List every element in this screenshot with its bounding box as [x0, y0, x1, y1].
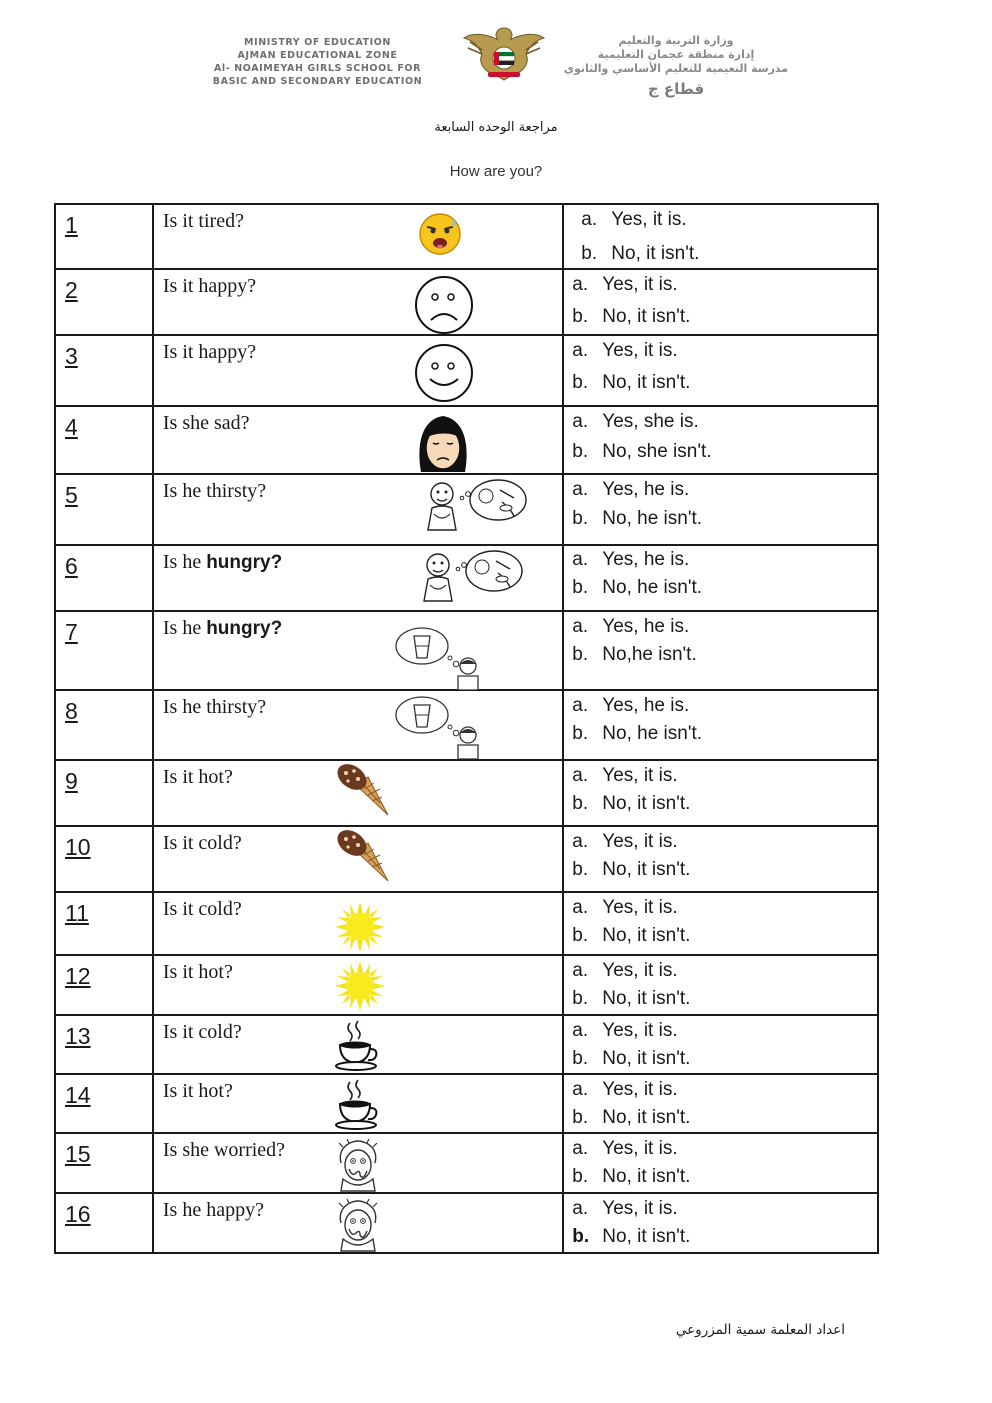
answer-option-a[interactable]: a. Yes, it is. — [572, 1079, 678, 1100]
hot-cup-icon — [334, 1078, 382, 1130]
answer-option-b[interactable]: b. No, it isn't. — [572, 1166, 691, 1187]
header-line: إدارة منطقة عجمان التعليمية — [597, 48, 755, 61]
question-text: Is it happy? — [162, 275, 257, 297]
question-text: Is he hungry? — [162, 617, 283, 639]
quiz-table — [54, 203, 879, 1254]
answer-option-b[interactable]: b. No, he isn't. — [572, 508, 703, 529]
table-row — [55, 892, 878, 955]
answer-option-a[interactable]: a. Yes, he is. — [572, 695, 690, 716]
teacher-signature: اعداد المعلمة سمية المزروعي — [675, 1322, 845, 1338]
answer-option-a[interactable]: a. Yes, he is. — [572, 479, 690, 500]
hungry-boy-icon — [416, 547, 524, 609]
answer-option-a[interactable]: a. Yes, he is. — [572, 549, 690, 570]
question-number: 14 — [65, 1082, 91, 1108]
answer-option-b[interactable]: b. No, it isn't. — [572, 306, 691, 327]
answer-option-a[interactable]: a. Yes, he is. — [572, 616, 690, 637]
table-row — [55, 1074, 878, 1133]
hot-cup-icon — [334, 1019, 382, 1071]
worried-person-icon — [335, 1199, 381, 1253]
table-row — [55, 269, 878, 335]
question-text: Is it happy? — [162, 341, 257, 363]
header-line: Al- NOAIMEYAH GIRLS SCHOOL FOR — [213, 63, 422, 74]
table-row — [55, 611, 878, 690]
question-text: Is he thirsty? — [162, 480, 267, 502]
table-row — [55, 690, 878, 760]
table-row — [55, 204, 878, 269]
question-text: Is it hot? — [162, 766, 233, 788]
sun-icon — [334, 901, 386, 953]
answer-option-a[interactable]: a. Yes, it is. — [572, 831, 678, 852]
header-arabic — [545, 34, 807, 100]
question-number: 10 — [65, 834, 91, 860]
header-line: مدرسة النعيمية للتعليم الأساسي والثانوي — [563, 62, 789, 75]
table-row — [55, 1015, 878, 1074]
question-text: Is he thirsty? — [162, 696, 267, 718]
answer-option-b[interactable]: b. No, he isn't. — [572, 577, 703, 598]
thirsty-boy-icon — [394, 693, 486, 759]
question-number: 1 — [65, 212, 78, 238]
sad-face-icon — [413, 274, 475, 336]
answer-option-b[interactable]: b. No, it isn't. — [572, 1107, 691, 1128]
answer-option-a[interactable]: a. Yes, it is. — [572, 1020, 678, 1041]
question-text: Is it tired? — [162, 210, 244, 232]
hungry-boy-icon — [420, 476, 528, 538]
question-number: 13 — [65, 1023, 91, 1049]
sector-label: قطاع ج — [647, 80, 705, 98]
header-line: BASIC AND SECONDARY EDUCATION — [212, 76, 423, 87]
question-number: 3 — [65, 343, 78, 369]
sad-girl-icon — [413, 410, 473, 474]
tired-face-icon — [416, 209, 464, 257]
question-text: Is she worried? — [162, 1139, 286, 1161]
answer-option-b[interactable]: b. No,he isn't. — [572, 644, 697, 665]
answer-option-a[interactable]: a. Yes, she is. — [572, 411, 699, 432]
question-number: 12 — [65, 963, 91, 989]
answer-option-a[interactable]: a. Yes, it is. — [572, 274, 678, 295]
table-row — [55, 545, 878, 611]
answer-option-a[interactable]: a. Yes, it is. — [572, 340, 678, 361]
question-text: Is he happy? — [162, 1199, 264, 1221]
answer-option-b[interactable]: b. No, it isn't. — [572, 1048, 691, 1069]
table-row — [55, 826, 878, 892]
answer-option-b[interactable]: b. No, it isn't. — [572, 925, 691, 946]
table-row — [55, 1193, 878, 1253]
answer-option-b[interactable]: b. No, it isn't. — [581, 243, 700, 264]
question-text: Is it hot? — [162, 1080, 233, 1102]
review-title: مراجعة الوحده السابعة — [434, 120, 558, 135]
question-text: Is it cold? — [162, 898, 242, 920]
answer-option-b[interactable]: b. No, it isn't. — [572, 793, 691, 814]
table-row — [55, 760, 878, 826]
answer-option-b[interactable]: b. No, it isn't. — [572, 372, 691, 393]
question-text: Is she sad? — [162, 412, 250, 434]
question-number: 6 — [65, 553, 78, 579]
answer-option-a[interactable]: a. Yes, it is. — [572, 1138, 678, 1159]
answer-option-b[interactable]: b. No, she isn't. — [572, 441, 712, 462]
question-number: 9 — [65, 768, 78, 794]
thirsty-boy-icon — [394, 624, 486, 690]
question-number: 2 — [65, 277, 78, 303]
ice-cream-icon — [334, 763, 390, 819]
happy-face-icon — [413, 342, 475, 404]
question-text: Is he hungry? — [162, 551, 283, 573]
question-number: 5 — [65, 482, 78, 508]
question-text: Is it cold? — [162, 832, 242, 854]
answer-option-a[interactable]: a. Yes, it is. — [572, 960, 678, 981]
table-row — [55, 1133, 878, 1193]
answer-option-b[interactable]: b. No, it isn't. — [572, 1226, 691, 1247]
header-line: وزارة التربية والتعليم — [618, 34, 734, 47]
question-text: Is it hot? — [162, 961, 233, 983]
question-number: 16 — [65, 1201, 91, 1227]
sun-icon — [334, 960, 386, 1012]
table-row — [55, 955, 878, 1015]
answer-option-a[interactable]: a. Yes, it is. — [572, 765, 678, 786]
ice-cream-icon — [334, 829, 390, 885]
table-row — [55, 335, 878, 406]
question-number: 15 — [65, 1141, 91, 1167]
table-row — [55, 474, 878, 545]
question-number: 7 — [65, 619, 78, 645]
answer-option-a[interactable]: a. Yes, it is. — [581, 209, 687, 230]
answer-option-a[interactable]: a. Yes, it is. — [572, 897, 678, 918]
answer-option-b[interactable]: b. No, it isn't. — [572, 988, 691, 1009]
question-number: 8 — [65, 698, 78, 724]
worried-person-icon — [335, 1139, 381, 1193]
answer-option-b[interactable]: b. No, it isn't. — [572, 859, 691, 880]
page-subtitle: How are you? — [449, 163, 543, 180]
question-number: 4 — [65, 414, 78, 440]
header-english — [180, 36, 455, 88]
header-line: MINISTRY OF EDUCATION — [244, 37, 391, 48]
answer-option-a[interactable]: a. Yes, it is. — [572, 1198, 678, 1219]
question-number: 11 — [65, 900, 89, 926]
question-text: Is it cold? — [162, 1021, 242, 1043]
header-line: AJMAN EDUCATIONAL ZONE — [237, 50, 398, 61]
table-row — [55, 406, 878, 474]
uae-emblem-icon — [458, 22, 550, 84]
answer-option-b[interactable]: b. No, he isn't. — [572, 723, 703, 744]
